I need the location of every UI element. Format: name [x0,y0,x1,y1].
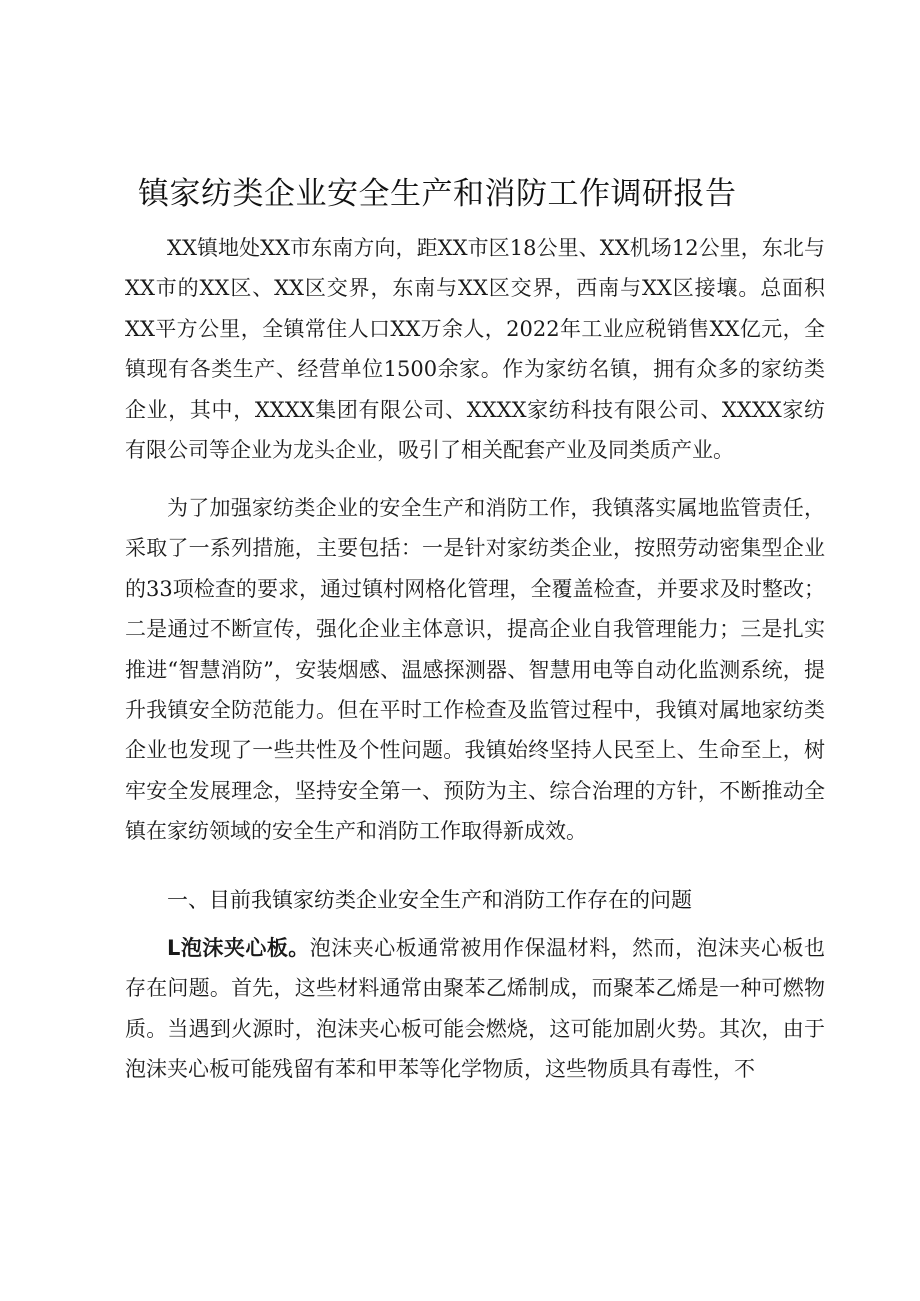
section-heading: 一、目前我镇家纺类企业安全生产和消防工作存在的问题 [167,888,692,912]
paragraph-measures [125,488,825,852]
document-title: 镇家纺类企业安全生产和消防工作调研报告 [138,176,737,212]
item-lead: L泡沫夹心板。 [167,936,310,960]
item-text: 泡沫夹心板通常被用作保温材料，然而，泡沫夹心板也存在问题。首先，这些材料通常由聚苯乙烯制成，而聚苯乙烯是一种可燃物质。当遇到火源时，泡沫夹心板可能会燃烧，这可能加剧火势。其次，由于泡沫夹心板可能残留有苯和甲苯等化学物质，这些物质具有毒性，不 [125,936,825,1082]
paragraph-item-1 [125,928,825,1090]
paragraph-text [125,928,825,1090]
paragraph-text: 为了加强家纺类企业的安全生产和消防工作，我镇落实属地监管责任，采取了一系列措施，主要包括：一是针对家纺类企业，按照劳动密集型企业的33项检查的要求，通过镇村网格化管理，全覆盖检查，并要求及时整改；二是通过不断宣传，强化企业主体意识，提高企业自我管理能力；三是扎实推进“智慧消防”，安装烟感、温感探测器、智慧用电等自动化监测系统，提升我镇安全防范能力。但在平时工作检查及监管过程中，我镇对属地家纺类企业也发现了一些共性及个性问题。我镇始终坚持人民至上、生命至上，树牢安全发展理念，坚持安全第一、预防为主、综合治理的方针，不断推动全镇在家纺领域的安全生产和消防工作取得新成效。 [125,496,825,844]
paragraph-overview [125,228,825,470]
paragraph-text: XX镇地处XX市东南方向，距XX市区18公里、XX机场12公里，东北与XX市的XX区、XX区交界，东南与XX区交界，西南与XX区接壤。总面积XX平方公里，全镇常住人口XX万余人，2022年工业应税销售XX亿元，全镇现有各类生产、经营单位1500余家。作为家纺名镇，拥有众多的家纺类企业，其中，XXXX集团有限公司、XXXX家纺科技有限公司、XXXX家纺有限公司等企业为龙头企业，吸引了相关配套产业及同类质产业。 [125,236,825,463]
